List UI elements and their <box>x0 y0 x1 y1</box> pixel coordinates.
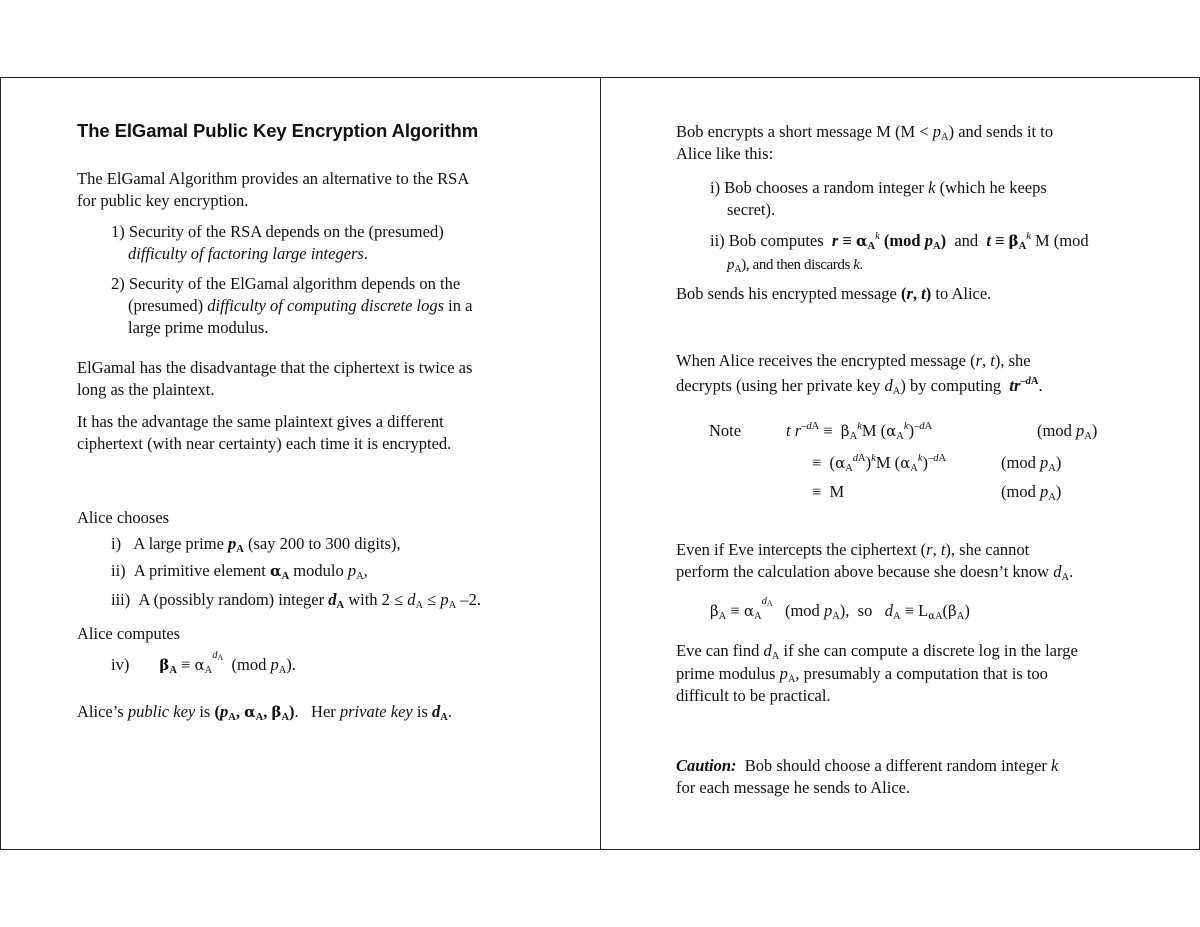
column-divider <box>600 78 601 849</box>
disadvantage-line-2: long as the plaintext. <box>77 380 215 399</box>
keys-line: Alice’s public key is ($p_A$, $\alpha_A$, $\beta_A$). Her private key is $d_A$. <box>77 702 452 723</box>
bob-step-i-line-2: secret). <box>727 200 776 219</box>
page-title: The ElGamal Public Key Encryption Algorithm <box>77 120 479 141</box>
item-1-line-1: 1) Security of the RSA depends on the (presumed) <box>111 222 444 241</box>
choice-i: i) A large prime $p_A$ (say 200 to 300 digits), <box>111 534 401 555</box>
item-2-line-2: (presumed) difficulty of computing discrete logs in a <box>128 296 473 315</box>
note-label: Note <box>709 421 742 440</box>
note-mod-1: (mod $p_A$) <box>1037 421 1098 442</box>
bob-step-ii-line-1: ii) Bob computes $r \equiv \alpha_A^k$ (mod $p_A$) and $t \equiv \beta_A^k$ M (mod <box>710 231 1089 252</box>
caution-line-2: for each message he sends to Alice. <box>676 778 911 797</box>
bob-encrypts-line-2: Alice like this: <box>676 144 774 163</box>
alice-computes-heading: Alice computes <box>77 624 181 643</box>
eve-find-line-2: prime modulus $p_A$, presumably a computation that is too <box>676 664 1048 685</box>
item-1-line-2: difficulty of factoring large integers. <box>128 244 368 263</box>
bob-step-ii-line-2: $p_A$), and then discards k. <box>727 257 863 275</box>
note-equation-1: t $r^{-dA} \equiv \beta_A^kM$ $(\alpha_A^k)^{-dA}$ <box>786 421 933 442</box>
compute-iv: iv) $\beta_A \equiv \alpha_A^{dA}$ (mod $p_A$). <box>111 650 296 676</box>
alice-chooses-heading: Alice chooses <box>77 508 170 527</box>
eve-intercepts-line-1: Even if Eve intercepts the ciphertext (r, t), she cannot <box>676 540 1030 559</box>
note-mod-2: (mod $p_A$) <box>1001 453 1062 474</box>
bob-sends-line: Bob sends his encrypted message (r, t) to Alice. <box>676 284 992 303</box>
item-2-line-1: 2) Security of the ElGamal algorithm depends on the <box>111 274 461 293</box>
intro-line-2: for public key encryption. <box>77 191 249 210</box>
note-mod-3: (mod $p_A$) <box>1001 482 1062 503</box>
eve-find-line-1: Eve can find $d_A$ if she can compute a discrete log in the large <box>676 641 1078 662</box>
choice-ii: ii) A primitive element $\alpha_A$ modulo $p_A$, <box>111 561 368 582</box>
intro-line-1: The ElGamal Algorithm provides an alternative to the RSA <box>77 169 470 188</box>
alice-receives-line-1: When Alice receives the encrypted message (r, t), she <box>676 351 1031 370</box>
advantage-line-2: ciphertext (with near certainty) each time it is encrypted. <box>77 434 452 453</box>
discrete-log-equation: $\beta_A \equiv \alpha_A^{dA}$ (mod $p_A$), so $d_A \equiv L_{\alpha A}(\beta_A)$ <box>710 596 970 622</box>
note-equation-2: ≡ $(\alpha_A^{dA})^kM$ $(\alpha_A^k)^{-dA}$ <box>812 453 947 474</box>
bob-encrypts-line-1: Bob encrypts a short message M $(M < p_A)$ and sends it to <box>676 122 1054 143</box>
eve-intercepts-line-2: perform the calculation above because she doesn’t know $d_A$. <box>676 562 1074 583</box>
advantage-line-1: It has the advantage the same plaintext gives a different <box>77 412 444 431</box>
bob-step-i-line-1: i) Bob chooses a random integer k (which he keeps <box>710 178 1047 197</box>
alice-receives-line-2: decrypts (using her private key $d_A$) by computing $tr^{-dA}$. <box>676 376 1043 397</box>
choice-iii: iii) A (possibly random) integer $d_A$ with $2 \le d_A \le p_A$ –2. <box>111 590 481 611</box>
item-2-line-3: large prime modulus. <box>128 318 269 337</box>
eve-find-line-3: difficult to be practical. <box>676 686 831 705</box>
note-equation-3: ≡ M <box>812 482 845 501</box>
disadvantage-line-1: ElGamal has the disadvantage that the ciphertext is twice as <box>77 358 473 377</box>
caution-line-1: Caution: Bob should choose a different random integer k <box>676 756 1059 775</box>
